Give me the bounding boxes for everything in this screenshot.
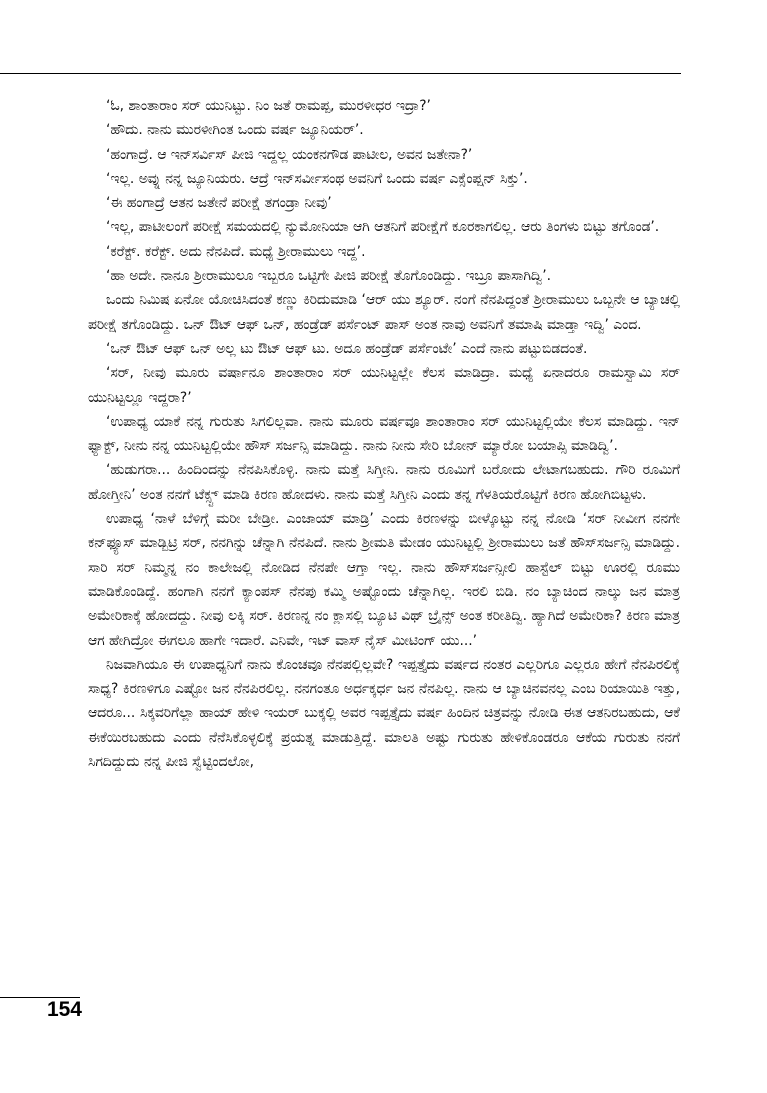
- paragraph: ‘ಓ, ಶಾಂತಾರಾಂ ಸರ್ ಯುನಿಟ್ಟು. ನಿಂ ಜತೆ ರಾಮಪ್ಪ, ಮುರಳೀಧರ ಇದ್ರಾ?’: [106, 98, 431, 114]
- paragraph: ‘ಇಲ್ಲ, ಪಾಟೀಲಂಗೆ ಪರೀಕ್ಷೆ ಸಮಯದಲ್ಲಿ ನ್ಯುಮೋನಿಯಾ ಆಗಿ ಆತನಿಗೆ ಪರೀಕ್ಷೆಗೆ ಕೂರಕಾಗಲಿಲ್ಲ. ಆರು ತಿಂಗಳು ಬಿಟ್ಟು ತಗೊಂಡ’.: [106, 219, 660, 236]
- paragraph: ‘ಹೌದು. ನಾನು ಮುರಳೀಗಿಂತ ಒಂದು ವರ್ಷ ಜ್ಯೂನಿಯರ್’.: [106, 122, 364, 139]
- paragraph: ನಿಜವಾಗಿಯೂ ಈ ಉಪಾಧ್ಯನಿಗೆ ನಾನು ಕೊಂಚವೂ ನೆನಪಲ್ಲಿಲ್ಲವೇ? ಇಪ್ಪತ್ತೈದು ವರ್ಷದ ನಂತರ ಎಲ್ಲರಿಗೂ ಎಲ್ಲರೂ ಹೇಗೆ ನೆನಪಿರಲಿಕ್ಕೆ ಸಾಧ್ಯ? ಕಿರಣಳಿಗೂ ಎಷ್ಟೋ ಜನ ನೆನಪಿರಲಿಲ್ಲ. ನನಗಂತೂ ಅರ್ಧಕ್ಕರ್ಧ ಜನ ನೆನಪಿಲ್ಲ. ನಾನು ಆ ಬ್ಯಾಚಿನವನಲ್ಲ ಎಂಬ ರಿಯಾಯಿತಿ ಇತ್ತು, ಆದರೂ... ಸಿಕ್ಕವರಿಗೆಲ್ಲಾ ಹಾಯ್ ಹೇಳಿ ಇಯರ್ ಬುಕ್ಕಲ್ಲಿ ಅವರ ಇಪ್ಪತ್ತೈದು ವರ್ಷ ಹಿಂದಿನ ಚಿತ್ರವನ್ನು ನೋಡಿ ಈತ ಆತನಿರಬಹುದು, ಆಕೆ ಈಕೆಯಿರಬಹುದು ಎಂದು ನೆನೆಸಿಕೊಳ್ಳಲಿಕ್ಕೆ ಪ್ರಯತ್ನ ಮಾಡುತ್ತಿದ್ದೆ. ಮಾಲತಿ ಅಷ್ಟು ಗುರುತು ಹೇಳಿಕೊಂಡರೂ ಆಕೆಯ ಗುರುತು ನನಗೆ ಸಿಗದಿದ್ದುದು ನನ್ನ ಪೀಜಿ ಸ್ವೆಟ್ಟಿಂದಲೋ,: [88, 656, 680, 771]
- paragraph: ‘ಹಂಗಾದ್ರೆ. ಆ ಇನ್‌ಸರ್ವಿಸ್ ಪೀಜಿ ಇದ್ದಲ್ಲ ಯಂಕನಗೌಡ ಪಾಟೀಲ, ಅವನ ಜತೇನಾ?’: [106, 146, 473, 163]
- paragraph: ‘ಒನ್ ಔಟ್ ಆಫ್ ಒನ್ ಅಲ್ಲ ಟು ಔಟ್ ಆಫ್ ಟು. ಅದೂ ಹಂಡ್ರೆಡ್ ಪರ್ಸೆಂಟೇ’ ಎಂದೆ ನಾನು ಪಟ್ಟುಬಿಡದಂತೆ.: [106, 340, 588, 357]
- paragraph: ‘ಸರ್, ನೀವು ಮೂರು ವರ್ಷಾನೂ ಶಾಂತಾರಾಂ ಸರ್ ಯುನಿಟ್ಟಲ್ಲೇ ಕೆಲಸ ಮಾಡಿದ್ರಾ. ಮಧ್ಯೆ ಏನಾದರೂ ರಾಮಸ್ವಾಮಿ ಸರ್ ಯುನಿಟ್ಟಲ್ಲೂ ಇದ್ದರಾ?’: [88, 365, 680, 406]
- paragraph: ‘ಕರೆಕ್ಟ್. ಕರೆಕ್ಟ್. ಅದು ನೆನಪಿದೆ. ಮಧ್ಯೆ ಶ್ರೀರಾಮುಲು ಇದ್ದ’.: [106, 243, 366, 260]
- paragraph: ‘ಇಲ್ಲ. ಅವ್ನು ನನ್ನ ಜ್ಯೂನಿಯರು. ಆದ್ರೆ ಇನ್‌ಸರ್ವೀಸಂಥ ಅವನಿಗೆ ಒಂದು ವರ್ಷ ಎಕ್ಸೆಂಪ್ಷನ್ ಸಿಕ್ತು’.: [106, 170, 528, 187]
- header-rule: [0, 73, 681, 74]
- paragraph: ‘ಈ ಹಂಗಾದ್ರೆ ಆತನ ಜತೇನೆ ಪರೀಕ್ಷೆ ತಗಂಡ್ರಾ ನೀವು’: [106, 195, 332, 212]
- paragraph: ಉಪಾಧ್ಯ ‘ನಾಳೆ ಬೆಳಿಗ್ಗೆ ಮರೀ ಬೇಡ್ರೀ. ಎಂಜಾಯ್ ಮಾಡ್ರಿ’ ಎಂದು ಕಿರಣಳನ್ನು ಬೀಳ್ಕೊಟ್ಟು ನನ್ನ ನೋಡಿ ‘ಸರ್ ನೀವೀಗ ನನಗೇ ಕನ್‌ಫ್ಯೂಸ್ ಮಾಡ್ಬಿಟ್ರಿ ಸರ್, ನನಗಿನ್ನು ಚೆನ್ನಾಗಿ ನೆನಪಿದೆ. ನಾನು ಶ್ರೀಮತಿ ಮೇಡಂ ಯುನಿಟ್ಟಲ್ಲಿ ಶ್ರೀರಾಮುಲು ಜತೆ ಹೌಸ್‌ಸರ್ಜನ್ಸಿ ಮಾಡಿದ್ದು. ಸಾರಿ ಸರ್ ನಿಮ್ಮನ್ನ ನಂ ಕಾಲೇಜಲ್ಲಿ ನೋಡಿದ ನೆನಪೇ ಆಗ್ತಾ ಇಲ್ಲ. ನಾನು ಹೌಸ್‌ಸರ್ಜನ್ಸೀಲಿ ಹಾಸ್ಟೆಲ್ ಬಿಟ್ಟು ಊರಲ್ಲಿ ರೂಮು ಮಾಡಿಕೊಂಡಿದ್ದೆ. ಹಂಗಾಗಿ ನನಗೆ ಕ್ಯಾಂಪಸ್ ನೆನಪು ಕಮ್ಮಿ ಅಷ್ಟೊಂದು ಚೆನ್ನಾಗಿಲ್ಲ. ಇರಲಿ ಬಿಡಿ. ನಂ ಬ್ಯಾಚಿಂದ ನಾಲ್ಕು ಜನ ಮಾತ್ರ ಅಮೇರಿಕಾಕ್ಕೆ ಹೋದದ್ದು. ನೀವು ಲಕ್ಕಿ ಸರ್. ಕಿರಣನ್ನ ನಂ ಕ್ಲಾಸಲ್ಲಿ ಬ್ಯೂಟಿ ವಿಥ್ ಬ್ರೈನ್ಸ್ ಅಂತ ಕರೀತಿದ್ವಿ. ಹ್ಯಾಗಿದೆ ಅಮೇರಿಕಾ? ಕಿರಣ ಮಾತ್ರ ಆಗ ಹೇಗಿದ್ರೋ ಈಗಲೂ ಹಾಗೇ ಇದಾರೆ. ಎನಿವೇ, ಇಟ್ ವಾಸ್ ನೈಸ್ ಮೀಟಿಂಗ್ ಯು...’: [88, 511, 680, 649]
- paragraph: ‘ಉಪಾಧ್ಯ ಯಾಕೆ ನನ್ನ ಗುರುತು ಸಿಗಲಿಲ್ಲವಾ. ನಾನು ಮೂರು ವರ್ಷವೂ ಶಾಂತಾರಾಂ ಸರ್ ಯುನಿಟ್ಟಲ್ಲಿಯೇ ಕೆಲಸ ಮಾಡಿದ್ದು. ಇನ್ ಫ್ಯಾಕ್ಟ್, ನೀನು ನನ್ನ ಯುನಿಟ್ಟಲ್ಲಿಯೇ ಹೌಸ್ ಸರ್ಜನ್ಸಿ ಮಾಡಿದ್ದು. ನಾನು ನೀನು ಸೇರಿ ಬೋನ್ ಮ್ಯಾರೋ ಬಯಾಪ್ಸಿ ಮಾಡಿದ್ವಿ’.: [88, 413, 680, 455]
- paragraph: ‘ಹಾ ಅದೇ. ನಾನೂ ಶ್ರೀರಾಮುಲೂ ಇಬ್ಬರೂ ಒಟ್ಟಿಗೇ ಪೀಜಿ ಪರೀಕ್ಷೆ ತೊಗೊಂಡಿದ್ದು. ಇಬ್ರೂ ಪಾಸಾಗಿದ್ವಿ’.: [106, 268, 552, 285]
- paragraph: ‘ಹುಡುಗರಾ... ಹಿಂದಿಂದನ್ನು ನೆನಪಿಸಿಕೊಳ್ಳಿ. ನಾನು ಮತ್ತೆ ಸಿಗ್ತೀನಿ. ನಾನು ರೂಮಿಗೆ ಬರೋದು ಲೇಟಾಗಬಹುದು. ಗೌರಿ ರೂಮಿಗೆ ಹೋಗ್ತೀನಿ’ ಅಂತ ನನಗೆ ಟೆಕ್ಸ್ಟ್ ಮಾಡಿ ಕಿರಣ ಹೋದಳು. ನಾನು ಮತ್ತೆ ಸಿಗ್ತೀನಿ ಎಂದು ತನ್ನ ಗೆಳತಿಯರೊಟ್ಟಿಗೆ ಕಿರಣ ಹೋಗಿಬಿಟ್ಟಳು.: [88, 462, 680, 503]
- paragraph: ಒಂದು ನಿಮಿಷ ಏನೋ ಯೋಚಿಸಿದಂತೆ ಕಣ್ಣು ಕಿರಿದುಮಾಡಿ ‘ಆರ್ ಯು ಶ್ಯೂರ್. ನಂಗೆ ನೆನಪಿದ್ದಂತೆ ಶ್ರೀರಾಮುಲು ಒಬ್ಬನೇ ಆ ಬ್ಯಾಚಲ್ಲಿ ಪರೀಕ್ಷೆ ತಗೊಂಡಿದ್ದು. ಒನ್ ಔಟ್ ಆಫ್ ಒನ್, ಹಂಡ್ರೆಡ್ ಪರ್ಸೆಂಟ್ ಪಾಸ್ ಅಂತ ನಾವು ಅವನಿಗೆ ತಮಾಷಿ ಮಾಡ್ತಾ ಇದ್ವಿ’ ಎಂದ.: [88, 292, 680, 333]
- page-number: 154: [46, 998, 82, 1021]
- body-text: [88, 94, 680, 774]
